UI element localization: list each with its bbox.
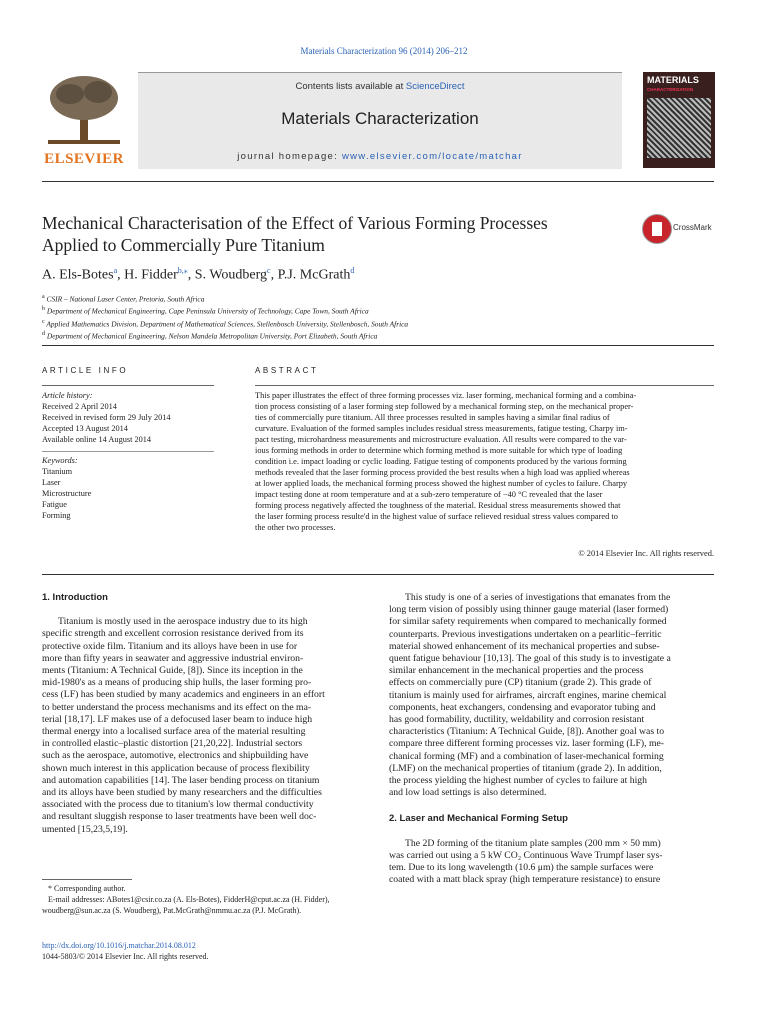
body-line: chanical forming (MF) and a combination of laser-mechanical forming [389,750,664,762]
body-line: in controlled elastic–plastic distortion [21,20,22]. Industrial sectors [42,738,303,750]
author-separator: , [117,267,125,283]
body-line: shown much interest in this application because of process flexibility [42,762,310,774]
body-line: and resultant sluggish response to laser treatments have been well doc- [42,811,317,823]
history-item: Received in revised form 29 July 2014 [42,413,171,422]
affiliation-marker: a [42,294,45,300]
journal-citation-link[interactable]: Materials Characterization 96 (2014) 206–212 [300,46,468,56]
section-heading-setup: 2. Laser and Mechanical Forming Setup [389,813,568,825]
body-line: cess (LF) has been studied by many academics and engineers in an effort [42,689,325,701]
abstract-line: condition i.e. impact loading or cyclic loading. Fatigue testing of components produced by the various forming [255,457,627,466]
abstract-line: tion process consisting of a laser forming step followed by a mechanical forming step, on the mechanical proper- [255,402,634,411]
abstract-line: the other two processes. [255,523,336,532]
email-addresses[interactable]: woudberg@sun.ac.za (S. Woudberg), Pat.McGrath@nmmu.ac.za (P.J. McGrath). [42,906,302,915]
body-line: effects on commercially pure (CP) titanium (grade 2). This grade of [389,677,652,689]
body-line: more than fifty years in seawater and aggressive industrial environ- [42,652,304,664]
author-affiliation-ref[interactable]: a [113,266,118,275]
abstract-text [255,390,714,533]
body-line: tem. Due to its long wavelength (10.6 μm) the sample surfaces were [389,862,654,874]
author-name[interactable]: S. Woudberg [194,267,268,283]
elsevier-logo[interactable] [42,72,126,168]
body-line: the process yielding the highest number of cycles to failure at high [389,775,647,787]
affiliation-text: Department of Mechanical Engineering, Nelson Mandela Metropolitan University, Port Elizabeth, South Africa [46,331,378,341]
abstract-line: ious forming methods in order to determine which forming method is more suitable for which type of loading [255,446,623,455]
body-line: such as the aerospace, automotive, electronics and shipbuilding have [42,750,309,762]
keyword: Fatigue [42,500,67,509]
body-line: ments (Titanium: A Technical Guide, [8]). Since its inception in the [42,665,303,677]
abstract-line: impact testing done at room temperature and at a sub-zero temperature of −40 °C revealed that the laser [255,490,603,499]
divider [42,345,714,346]
divider [42,181,714,182]
body-line: counterparts. Previous investigations undertaken on a pearlitic–ferritic [389,628,662,640]
history-item: Available online 14 August 2014 [42,435,152,444]
history-label: Article history: [42,391,93,400]
abstract-line: methods revealed that the laser forming process provided the best results when a high load was applied whereas [255,468,630,477]
abstract-heading: ABSTRACT [255,366,319,375]
body-line: and automation capabilities [14]. The laser bending process on titanium [42,774,320,786]
body-line: specific strength and excellent corrosion resistance derived from its [42,628,304,640]
author-name[interactable]: H. Fidder [124,267,178,283]
body-line: thermal energy into a localised surface area of the material resulting [42,726,306,738]
divider [42,451,214,452]
affiliation-marker: c [42,318,45,325]
author-name[interactable]: P.J. McGrath [277,267,351,283]
cover-image [647,98,711,158]
body-line: coated with a matt black spray (high temperature resistance) to ensure [389,874,661,886]
body-line: long term vision of possibly using thinner gauge material (laser formed) [389,604,669,616]
article-info-heading: ARTICLE INFO [42,366,129,375]
homepage-link[interactable]: www.elsevier.com/locate/matchar [341,151,523,162]
body-line: characteristics (Titanium: A Technical Guide, [8]). Another goal was to [389,726,665,738]
crossmark-label: CrossMark [673,223,712,232]
article-history [42,390,171,445]
abstract-line: ties of commercially pure titanium. All three processes resulted in samples having a similar final radius of [255,413,610,422]
affiliation-marker: d [42,331,45,338]
affiliation-marker: b [42,306,45,313]
keyword: Forming [42,511,71,520]
body-right-column [389,592,714,886]
body-line: titanium is mainly used for airframes, aircraft engines, marine chemical [389,689,667,701]
contents-prefix: Contents lists available at [295,81,406,92]
body-line: mid-1980's as a means of producing ship hulls, the laser forming pro- [42,677,312,689]
abstract-copyright: © 2014 Elsevier Inc. All rights reserved. [578,549,714,558]
affiliation-item [42,292,408,304]
affiliation-text: Applied Mathematics Division, Department of Mathematical Sciences, Stellenbosch University, Stellenbosch, South Africa [46,319,409,329]
author-name[interactable]: A. Els-Botes [42,267,114,283]
journal-name: Materials Characterization [281,109,479,128]
body-line: The 2D forming of the titanium plate samples (200 mm × 50 mm) [405,837,661,849]
email-addresses[interactable]: E-mail addresses: ABotes1@csir.co.za (A. Els-Botes), FidderH@cput.ac.za (H. Fidder), [48,895,330,904]
contents-line [138,81,622,92]
body-line: This study is one of a series of investigations that emanates from the [405,592,671,603]
corresponding-author-note: * Corresponding author. [48,884,126,893]
body-line: for similar safety requirements when compared to mechanically formed [389,616,667,628]
body-line: umented [15,23,5,19]. [42,823,128,835]
abstract-line: curvature. Evaluation of the formed samples includes residual stress measurements, fatigue testing, Charpy im- [255,424,628,433]
journal-homepage-line [138,151,622,162]
title-line-2: Applied to Commercially Pure Titanium [42,235,325,255]
body-line: and low load settings is also determined. [389,787,547,799]
title-line-1: Mechanical Characterisation of the Effect of Various Forming Processes [42,213,548,233]
abstract-line: the laser forming process resulte'd in the highest value of surface relieved residual stress values compared to [255,512,618,521]
divider [42,385,214,386]
body-line: quent fatigue behaviour [10,13]. The goal of this study is to investigate a [389,653,671,665]
journal-cover-thumbnail[interactable] [643,72,715,168]
body-line: protective oxide film. Titanium and its alloys have been in use for [42,640,298,652]
history-item: Accepted 13 August 2014 [42,424,128,433]
paper-title [42,212,622,256]
body-line: terial [18,17]. LF makes use of a defocused laser beam to induce high [42,713,313,725]
divider [255,385,714,386]
body-line: material showed enhancement of its mechanical properties and subse- [389,640,660,652]
journal-header-banner [138,72,622,169]
body-line: associated with the process due to titanium's low thermal conductivity [42,799,314,811]
body-line: compare three different forming processes viz. laser forming (LF), me- [389,738,665,750]
affiliation-item [42,317,408,329]
author-separator: , [187,267,195,283]
affiliation-item [42,329,408,341]
body-line: similar enhancement in the mechanical properties and the process [389,665,644,677]
keyword: Microstructure [42,489,92,498]
affiliation-text: Department of Mechanical Engineering, Cape Peninsula University of Technology, Cape Town, South Africa [46,306,369,316]
footnotes [42,883,369,916]
doi-link[interactable]: http://dx.doi.org/10.1016/j.matchar.2014.08.012 [42,941,196,950]
abstract-line: forming process negatively affected the toughness of the material. Residual stress measurements showed that [255,501,621,510]
keyword: Laser [42,478,61,487]
author-list [42,266,354,284]
history-item: Received 2 April 2014 [42,402,117,411]
keywords-label: Keywords: [42,456,78,465]
author-separator: , [270,267,278,283]
abstract-line: This paper illustrates the effect of three forming processes viz. laser forming, mechanical forming and a combina- [255,391,637,400]
homepage-prefix: journal homepage: [237,151,342,162]
publisher-name: ELSEVIER [44,151,124,167]
keyword: Titanium [42,467,73,476]
elsevier-tree-icon [42,72,126,148]
abstract-line: pact testing, microhardness measurements and microstructure evaluation. All results were compared to the var- [255,435,627,444]
body-line: to better understand the process mechanisms and its effect on the ma- [42,701,312,713]
author-affiliation-ref[interactable]: b,⁎ [177,266,188,275]
footnote-divider [42,879,132,880]
cover-subtitle: CHARACTERIZATION [647,87,694,92]
body-line: and its alloys have been studied by many researchers and the difficulties [42,787,322,799]
author-affiliation-ref[interactable]: c [267,266,271,275]
affiliation-item [42,304,408,316]
divider [42,574,714,575]
sciencedirect-link[interactable]: ScienceDirect [405,81,465,92]
affiliation-text: CSIR – National Laser Center, Pretoria, South Africa [46,294,205,304]
keywords [42,455,91,521]
crossmark-button[interactable] [642,214,722,244]
issn-copyright: 1044-5803/© 2014 Elsevier Inc. All rights reserved. [42,952,209,961]
author-affiliation-ref[interactable]: d [350,266,355,275]
abstract-line: at lower applied loads, the mechanical forming process showed the highest number of cycles to failure. Charpy [255,479,628,488]
section-heading-introduction: 1. Introduction [42,592,108,603]
body-line: Titanium is mostly used in the aerospace industry due to its high [58,616,308,628]
body-line: components, heat exchangers, condensing and evaporator tubing and [389,701,656,713]
body-line: has good formability, ductility, weldability and corrosion resistant [389,714,645,726]
body-line: was carried out using a 5 kW CO₂ Continuous Wave Trumpf laser sys- [389,849,663,861]
body-left-column [42,592,369,836]
cover-title: MATERIALS [647,75,699,85]
crossmark-icon [642,214,672,244]
affiliations [42,292,408,342]
doi-block [42,940,209,962]
body-line: (LMF) on the mechanical properties of titanium (grade 2). In addition, [389,762,662,774]
